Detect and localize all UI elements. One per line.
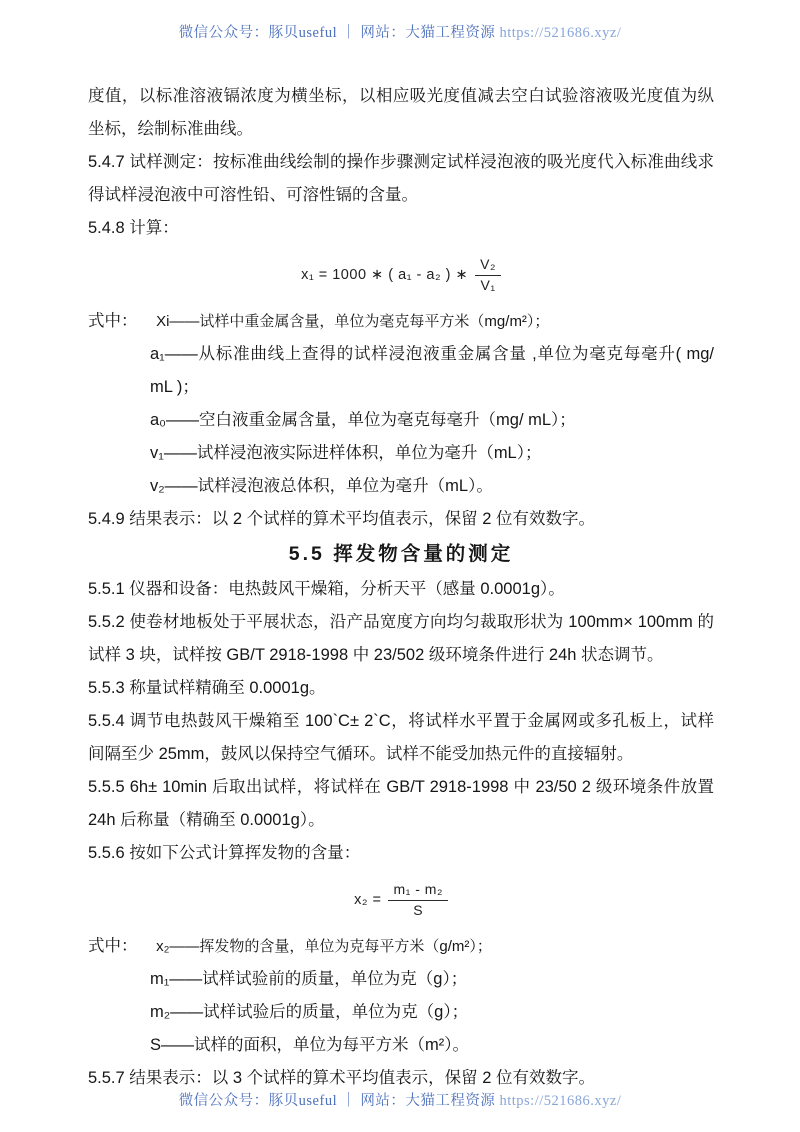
clause-5-4-9: 5.4.9 结果表示：以 2 个试样的算术平均值表示，保留 2 位有效数字。 bbox=[88, 510, 595, 528]
footer-watermark-url[interactable]: https://521686.xyz/ bbox=[499, 1093, 622, 1109]
footer-watermark bbox=[0, 1089, 800, 1110]
clause-5-5-4: 5.5.4 调节电热鼓风干燥箱至 100`C± 2`C，将试样水平置于金属网或多孔板上，试样间隔至少 25mm，鼓风以保持空气循环。试样不能受加热元件的直接辐射。 bbox=[88, 712, 714, 763]
definition-line: m₁——试样试验前的质量，单位为克（g）； bbox=[150, 970, 468, 988]
paragraph-continuation: 度值，以标准溶液镉浓度为横坐标，以相应吸光度值减去空白试验溶液吸光度值为纵坐标，绘制标准曲线。 bbox=[88, 87, 714, 138]
formula-x2-numerator: m₁ - m₂ bbox=[388, 881, 447, 901]
clause-5-5-6: 5.5.6 按如下公式计算挥发物的含量： bbox=[88, 844, 361, 862]
formula-x1 bbox=[88, 252, 714, 298]
clause-5-5-7: 5.5.7 结果表示：以 3 个试样的算术平均值表示，保留 2 位有效数字。 bbox=[88, 1069, 595, 1087]
clause-5-4-7: 5.4.7 试样测定：按标准曲线绘制的操作步骤测定试样浸泡液的吸光度代入标准曲线求得试样浸泡液中可溶性铅、可溶性镉的含量。 bbox=[88, 153, 714, 204]
header-watermark bbox=[0, 21, 800, 42]
formula-x2-definitions bbox=[88, 930, 714, 1062]
formula-x1-lhs: x₁ = 1000 ∗ ( a₁ - a₂ ) ∗ bbox=[301, 266, 469, 283]
definition-line: a₁——从标准曲线上查得的试样浸泡液重金属含量 ,单位为毫克每毫升( mg/ mL )； bbox=[150, 345, 714, 396]
clause-5-5-1: 5.5.1 仪器和设备：电热鼓风干燥箱，分析天平（感量 0.0001g）。 bbox=[88, 580, 565, 598]
clause-5-5-3: 5.5.3 称量试样精确至 0.0001g。 bbox=[88, 679, 326, 697]
formula-x1-fraction bbox=[475, 256, 501, 294]
formula-x2-denominator: S bbox=[413, 901, 424, 918]
clause-5-5-2: 5.5.2 使卷材地板处于平展状态，沿产品宽度方向均匀裁取形状为 100mm× 100mm 的试样 3 块，试样按 GB/T 2918-1998 中 23/502 级环境条件进行 24h 状态调节。 bbox=[88, 613, 714, 664]
section-heading-5-5: 5.5 挥发物含量的测定 bbox=[288, 543, 514, 565]
formula-x1-numerator: V₂ bbox=[475, 256, 501, 276]
header-watermark-url[interactable]: https://521686.xyz/ bbox=[499, 25, 622, 41]
definition-line: v₂——试样浸泡液总体积，单位为毫升（mL）。 bbox=[150, 477, 493, 495]
formula-x2-lhs: x₂ = bbox=[354, 891, 382, 908]
definition-line: v₁——试样浸泡液实际进样体积，单位为毫升（mL）； bbox=[150, 444, 542, 462]
formula-x2 bbox=[88, 877, 714, 923]
definition-line: a₀——空白液重金属含量，单位为毫克每毫升（mg/ mL）； bbox=[150, 411, 576, 429]
clause-5-4-8: 5.4.8 计算： bbox=[88, 219, 179, 237]
clause-5-5-5: 5.5.5 6h± 10min 后取出试样，将试样在 GB/T 2918-1998 中 23/50 2 级环境条件放置 24h 后称量（精确至 0.0001g）。 bbox=[88, 778, 714, 829]
footer-watermark-text: 微信公众号：豚贝useful ｜ 网站：大猫工程资源 bbox=[178, 1093, 496, 1109]
definition-line: S——试样的面积，单位为每平方米（m²）。 bbox=[150, 1036, 469, 1054]
definition-text: x₂——挥发物的含量，单位为克每平方米（g/m²）； bbox=[156, 938, 492, 955]
formula-x2-fraction bbox=[388, 881, 447, 919]
definition-line: m₂——试样试验后的质量，单位为克（g）； bbox=[150, 1003, 469, 1021]
formula-x1-denominator: V₁ bbox=[480, 276, 496, 293]
header-watermark-text: 微信公众号：豚贝useful ｜ 网站：大猫工程资源 bbox=[178, 25, 496, 41]
where-label: 式中： bbox=[88, 937, 138, 955]
formula-x1-definitions bbox=[88, 305, 714, 503]
definition-line bbox=[88, 305, 714, 338]
document-body bbox=[88, 80, 714, 1095]
where-label: 式中： bbox=[88, 312, 138, 330]
definition-text: Xi——试样中重金属含量，单位为毫克每平方米（mg/m²）； bbox=[156, 313, 550, 330]
definition-line bbox=[88, 930, 714, 963]
